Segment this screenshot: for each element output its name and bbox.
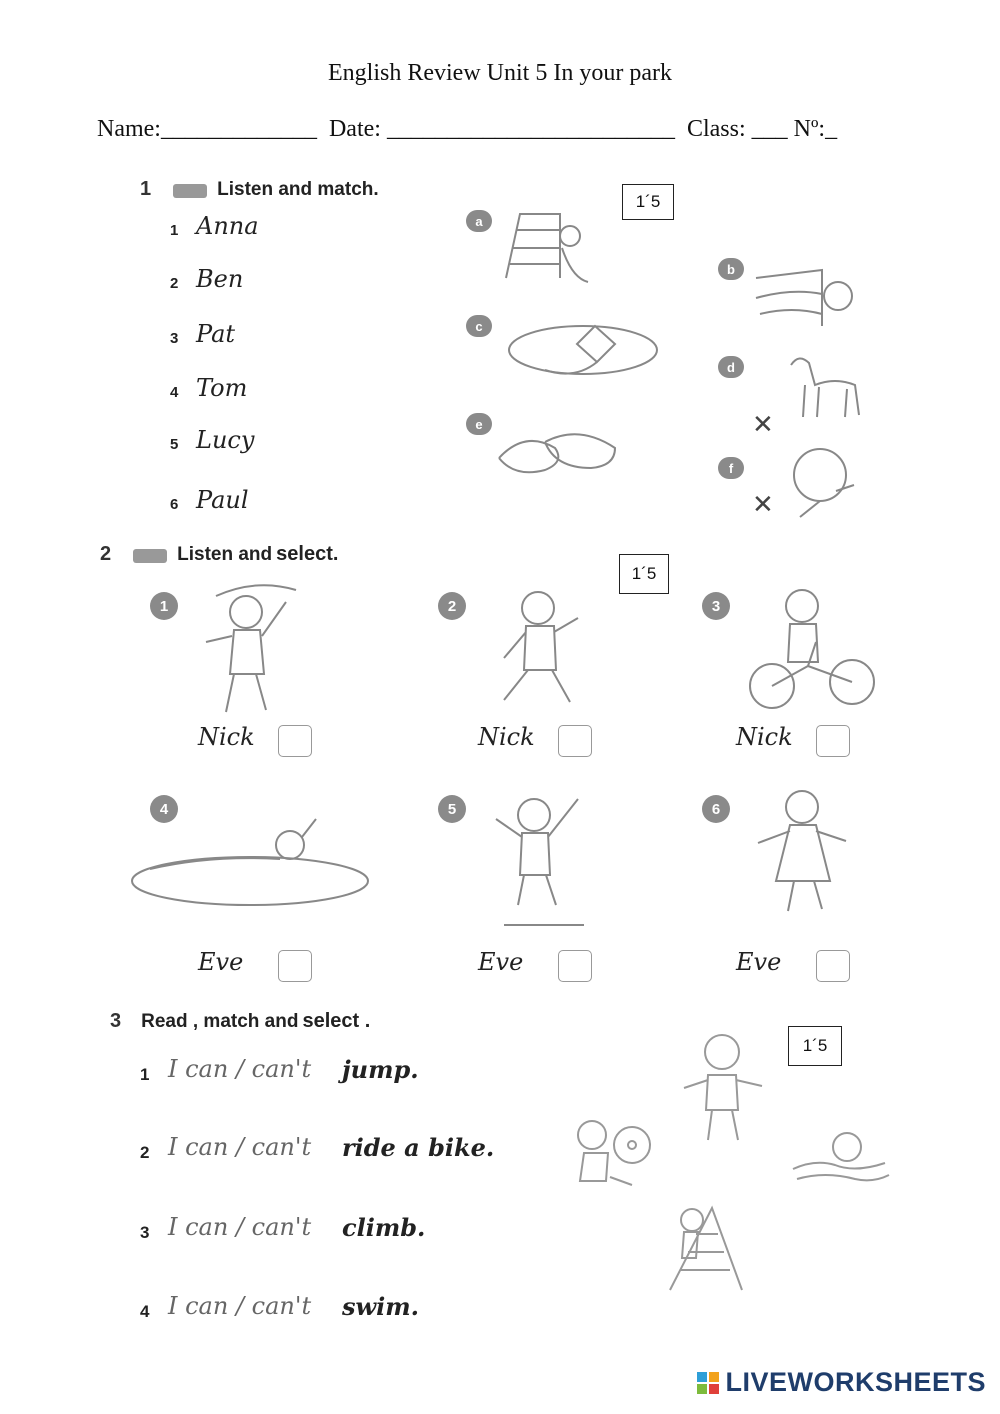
activity-name-label: Eve bbox=[198, 948, 244, 976]
can-cant-choice[interactable]: I can / can't bbox=[168, 1213, 312, 1241]
section2-heading: Listen and bbox=[177, 544, 273, 565]
shoes-icon[interactable] bbox=[495, 418, 655, 498]
answer-checkbox[interactable] bbox=[558, 725, 592, 757]
activity-verb: jump. bbox=[342, 1055, 419, 1084]
climbing-frame-icon[interactable] bbox=[500, 208, 630, 288]
activity-name-label: Eve bbox=[736, 948, 782, 976]
picture-letter-badge: a bbox=[466, 210, 492, 232]
picture-letter-badge: c bbox=[466, 315, 492, 337]
section1-heading: Listen and match. bbox=[217, 179, 379, 200]
name-number: 3 bbox=[170, 330, 179, 347]
student-info-line[interactable]: Name:_____________ Date: ________________________ Class: ___ Nº:_ bbox=[97, 116, 838, 142]
activity-number-badge: 2 bbox=[438, 592, 466, 620]
name-label[interactable]: Anna bbox=[196, 212, 259, 240]
boy-running-icon bbox=[474, 582, 634, 727]
section2-header bbox=[100, 543, 338, 566]
name-number: 5 bbox=[170, 436, 179, 453]
name-label[interactable]: Ben bbox=[196, 265, 244, 293]
kid-climbing-icon bbox=[660, 1200, 745, 1295]
audio-speaker-icon[interactable] bbox=[173, 184, 207, 198]
activity-number-badge: 5 bbox=[438, 795, 466, 823]
girl-swimming-icon bbox=[130, 785, 380, 930]
section3-header bbox=[110, 1010, 370, 1033]
activity-verb: swim. bbox=[342, 1292, 420, 1321]
can-cant-choice[interactable]: I can / can't bbox=[168, 1055, 312, 1083]
name-label[interactable]: Lucy bbox=[196, 426, 255, 454]
section3-heading-select: select . bbox=[302, 1010, 371, 1032]
section2-number: 2 bbox=[100, 543, 112, 565]
boy-riding-bike-icon bbox=[738, 582, 898, 727]
logo-grid-icon bbox=[697, 1372, 719, 1394]
answer-checkbox[interactable] bbox=[816, 725, 850, 757]
activity-verb: climb. bbox=[342, 1213, 426, 1242]
picture-letter-badge: b bbox=[718, 258, 744, 280]
activity-name-label: Nick bbox=[736, 723, 793, 751]
section3-score-box: 1´5 bbox=[788, 1026, 842, 1066]
audio-speaker-icon[interactable] bbox=[133, 549, 167, 563]
activity-name-label: Nick bbox=[198, 723, 255, 751]
horse-icon[interactable] bbox=[775, 345, 905, 425]
section2-heading-select: select. bbox=[276, 543, 339, 565]
section1-number: 1 bbox=[140, 178, 152, 200]
activity-number-badge: 1 bbox=[150, 592, 178, 620]
activity-verb: ride a bike. bbox=[342, 1133, 495, 1162]
can-cant-choice[interactable]: I can / can't bbox=[168, 1292, 312, 1320]
name-number: 6 bbox=[170, 496, 179, 513]
name-number: 1 bbox=[170, 222, 179, 239]
girl-jumping-icon bbox=[474, 785, 634, 930]
activity-name-label: Eve bbox=[478, 948, 524, 976]
skipping-rope-icon[interactable] bbox=[780, 445, 910, 525]
name-label[interactable]: Pat bbox=[196, 320, 236, 348]
kite-icon[interactable] bbox=[505, 320, 665, 400]
name-number: 4 bbox=[170, 384, 179, 401]
activity-name-label: Nick bbox=[478, 723, 535, 751]
liveworksheets-logo bbox=[697, 1367, 986, 1398]
football-goal-icon[interactable] bbox=[752, 258, 882, 338]
section3-heading: Read , match and bbox=[141, 1011, 299, 1032]
sentence-number: 4 bbox=[140, 1302, 150, 1321]
activity-number-badge: 4 bbox=[150, 795, 178, 823]
section2-score-box: 1´5 bbox=[619, 554, 669, 594]
activity-number-badge: 3 bbox=[702, 592, 730, 620]
sentence-number: 3 bbox=[140, 1223, 150, 1242]
kid-swimming-icon bbox=[785, 1125, 895, 1190]
page-title: English Review Unit 5 In your park bbox=[328, 60, 672, 86]
answer-checkbox[interactable] bbox=[558, 950, 592, 982]
kid-with-bike-icon bbox=[570, 1105, 665, 1190]
section3-number: 3 bbox=[110, 1010, 122, 1032]
girl-dancing-icon bbox=[738, 785, 898, 930]
boy-catching-ball-icon bbox=[186, 582, 346, 727]
picture-letter-badge: f bbox=[718, 457, 744, 479]
picture-letter-badge: e bbox=[466, 413, 492, 435]
name-label[interactable]: Tom bbox=[196, 374, 248, 402]
answer-checkbox[interactable] bbox=[278, 950, 312, 982]
name-label[interactable]: Paul bbox=[196, 486, 249, 514]
can-cant-choice[interactable]: I can / can't bbox=[168, 1133, 312, 1161]
kid-jumping-icon bbox=[678, 1030, 768, 1150]
name-number: 2 bbox=[170, 275, 179, 292]
cross-mark-icon: ✕ bbox=[752, 490, 774, 520]
section1-score-box: 1´5 bbox=[622, 184, 674, 220]
brand-text: LIVEWORKSHEETS bbox=[725, 1367, 986, 1397]
sentence-number: 1 bbox=[140, 1065, 150, 1084]
answer-checkbox[interactable] bbox=[278, 725, 312, 757]
cross-mark-icon: ✕ bbox=[752, 410, 774, 440]
answer-checkbox[interactable] bbox=[816, 950, 850, 982]
activity-number-badge: 6 bbox=[702, 795, 730, 823]
picture-letter-badge: d bbox=[718, 356, 744, 378]
sentence-number: 2 bbox=[140, 1143, 150, 1162]
section1-header bbox=[140, 178, 379, 201]
